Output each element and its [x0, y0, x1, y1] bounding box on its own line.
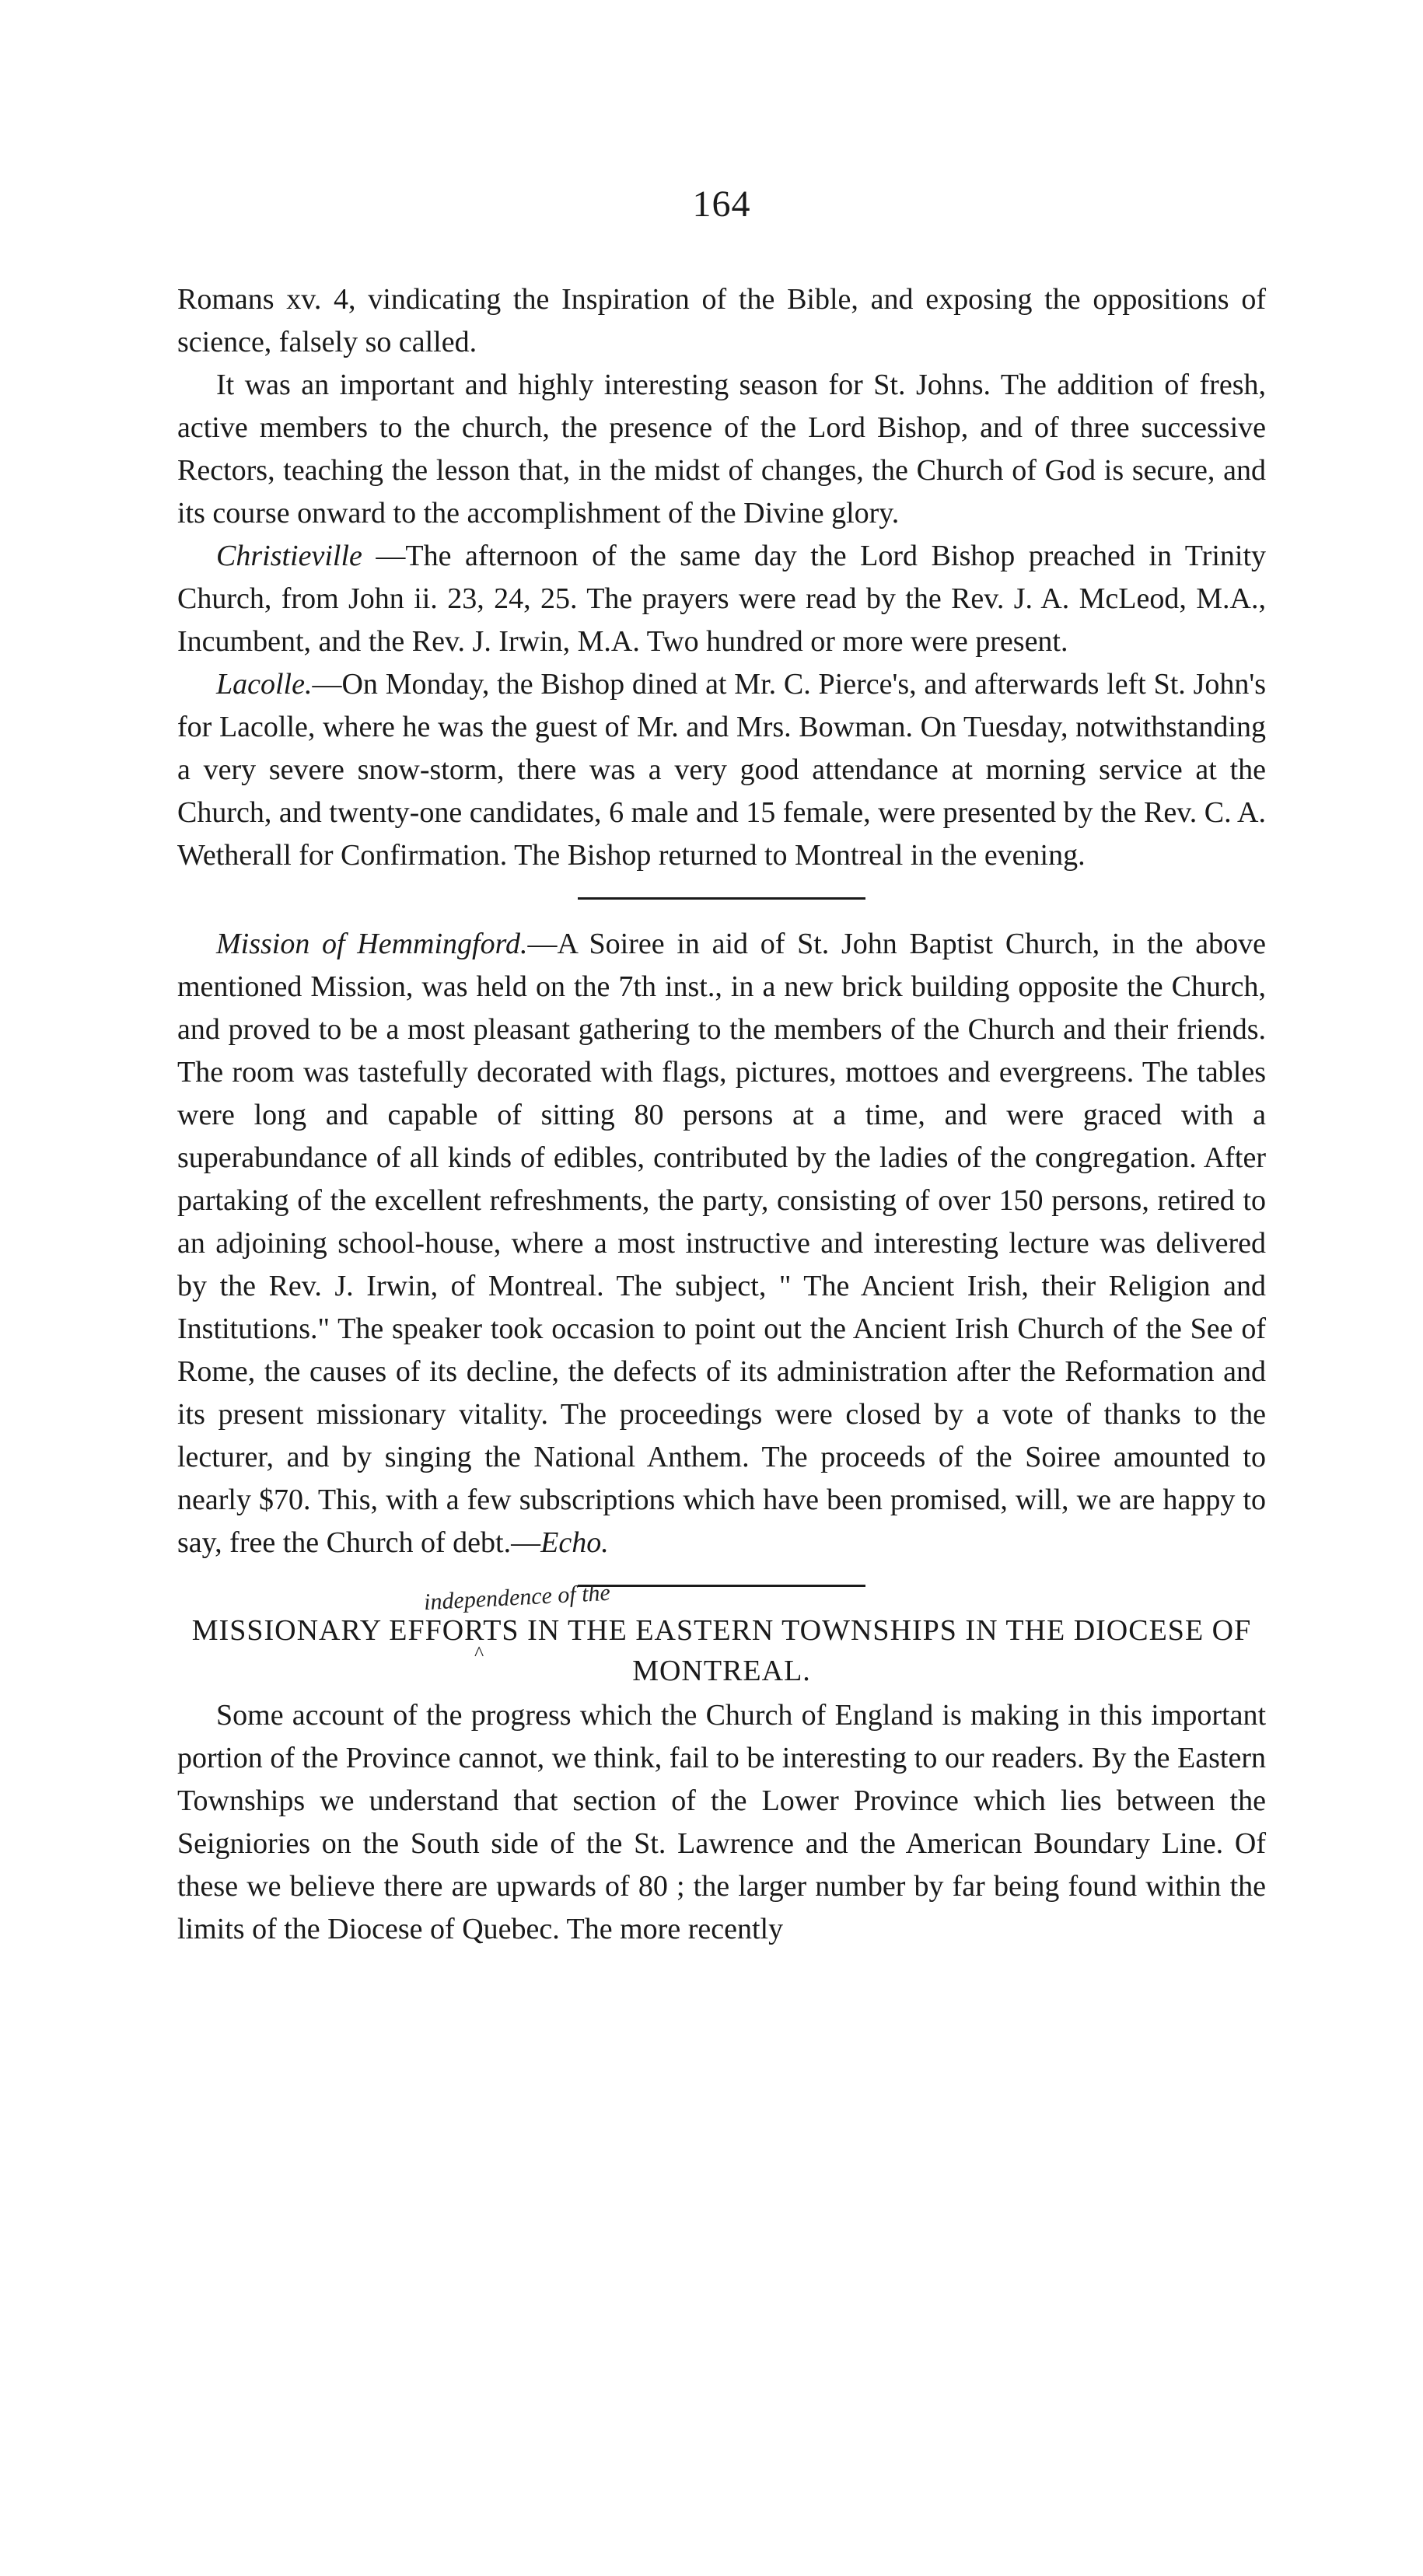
handwritten-annotation: independence of the: [423, 1579, 611, 1616]
christieville-lead: Christieville: [216, 540, 362, 572]
section-divider: [578, 897, 865, 900]
paragraph-hemmingford: [177, 923, 1266, 1564]
section-divider: [578, 1585, 865, 1587]
lacolle-text: —On Monday, the Bishop dined at Mr. C. Pierce's, and afterwards left St. John's for Lacolle, where he was the guest of Mr. and Mrs. Bowman. On Tuesday, notwithstanding a very severe snow-storm, there was a very good attendance at morning service at the Church, and twenty-one candidates, 6 male and 15 female, were presented by the Rev. C. A. Wetherall for Confirmation. The Bishop returned to Montreal in the evening.: [177, 668, 1266, 872]
caret-mark: ^: [474, 1642, 484, 1665]
hemmingford-text: —A Soiree in aid of St. John Baptist Church, in the above mentioned Mission, was held on the 7th inst., in a new brick building opposite the Church, and proved to be a most pleasant gathering to the members of the Church and their friends. The room was tastefully decorated with flags, pictures, mottoes and evergreens. The tables were long and capable of sitting 80 persons at a time, and were graced with a superabundance of all kinds of edibles, contributed by the ladies of the congregation. After partaking of the excellent refreshments, the party, consisting of over 150 persons, retired to an adjoining school-house, where a most instructive and interesting lecture was delivered by the Rev. J. Irwin, of Montreal. The subject, " The Ancient Irish, their Religion and Institutions." The speaker took occasion to point out the Ancient Irish Church of the See of Rome, the causes of its decline, the defects of its administration after the Reformation and its present missionary vitality. The proceedings were closed by a vote of thanks to the lecturer, and by singing the National Anthem. The proceeds of the Soiree amounted to nearly $70. This, with a few subscriptions which have been promised, will, we are happy to say, free the Church of debt.—: [177, 928, 1266, 1559]
lacolle-lead: Lacolle.: [216, 668, 313, 701]
paragraph-st-johns: It was an important and highly interesting season for St. Johns. The addition of fresh, active members to the church, the presence of the Lord Bishop, and of three successive Rectors, teaching the lesson that, in the midst of changes, the Church of God is secure, and its course onward to the accomplishment of the Divine glory.: [177, 369, 1266, 530]
paragraph-lacolle: [177, 663, 1266, 877]
section-heading: MISSIONARY EFFORTS IN THE EASTERN TOWNSHIPS IN THE DIOCESE OF MONTREAL.: [191, 1614, 1252, 1687]
document-page: [177, 183, 1266, 1951]
hemmingford-lead: Mission of Hemmingford.: [216, 928, 528, 960]
page-number: 164: [692, 184, 751, 225]
hemmingford-source: Echo.: [540, 1526, 609, 1559]
paragraph-romans: Romans xv. 4, vindicating the Inspiration of the Bible, and exposing the oppositions of science, falsely so called.: [177, 283, 1266, 358]
paragraph-eastern-townships: Some account of the progress which the Church of England is making in this important portion of the Province cannot, we think, fail to be interesting to our readers. By the Eastern Townships we understand that section of the Lower Province which lies between the Seigniories on the South side of the St. Lawrence and the American Boundary Line. Of these we believe there are upwards of 80 ; the larger number by far being found within the limits of the Diocese of Quebec. The more recently: [177, 1699, 1266, 1945]
christieville-text: —The afternoon of the same day the Lord Bishop preached in Trinity Church, from John ii. 23, 24, 25. The prayers were read by the Rev. J. A. McLeod, M.A., Incumbent, and the Rev. J. Irwin, M.A. Two hundred or more were present.: [177, 540, 1266, 658]
paragraph-christieville: [177, 535, 1266, 663]
